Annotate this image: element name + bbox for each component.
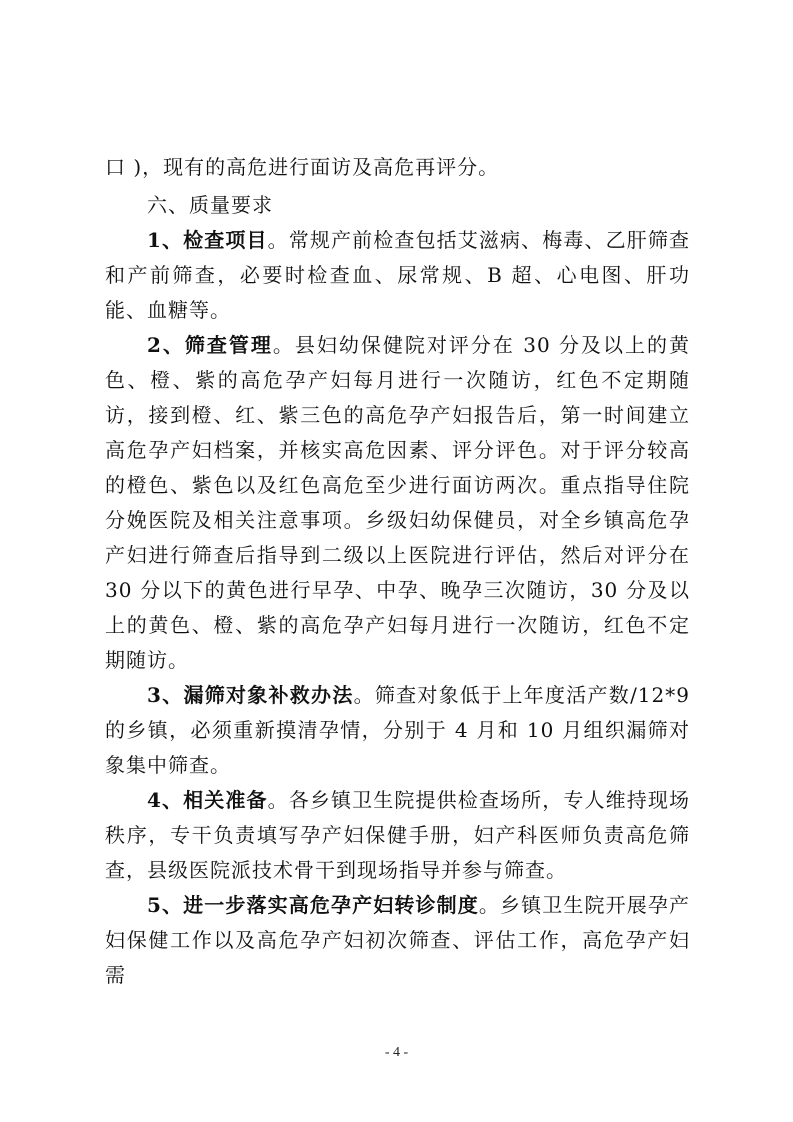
paragraph-lead: 4、相关准备 <box>147 788 268 812</box>
section-heading <box>105 188 690 223</box>
page-number: - 4 - <box>384 1045 409 1060</box>
paragraph-screening-management <box>105 328 690 678</box>
paragraph-missed-screening <box>105 678 690 783</box>
section-heading-text: 六、质量要求 <box>147 193 273 217</box>
paragraph-text: 。县妇幼保健院对评分在 30 分及以上的黄色、橙、紫的高危孕产妇每月进行一次随访，红色不定期随访，接到橙、红、紫三色的高危孕产妇报告后，第一时间建立高危孕产妇档案，并核实高危因素、评分评色。对于评分较高的橙色、紫色以及红色高危至少进行面访两次。重点指导住院分娩医院及相关注意事项。乡级妇幼保健员，对全乡镇高危孕产妇进行筛查后指导到二级以上医院进行评估，然后对评分在 30 分以下的黄色进行早孕、中孕、晚孕三次随访，30 分及以上的黄色、橙、紫的高危孕产妇每月进行一次随访，红色不定期随访。 <box>105 333 690 672</box>
paragraph-preparation <box>105 783 690 888</box>
paragraph-lead: 1、检查项目 <box>147 228 268 252</box>
paragraph-lead: 2、筛查管理 <box>147 333 273 357</box>
paragraph-text: 。常规产前检查包括艾滋病、梅毒、乙肝筛查和产前筛查，必要时检查血、尿常规、B 超、心电图、肝功能、血糖等。 <box>105 228 690 322</box>
paragraph-inspection-items <box>105 223 690 328</box>
paragraph-lead: 3、漏筛对象补救办法 <box>147 683 354 707</box>
paragraph-text: 。乡镇卫生院开展孕产妇保健工作以及高危孕产妇初次筛查、评估工作，高危孕产妇需 <box>105 893 690 987</box>
paragraph-text: 。筛查对象低于上年度活产数/12*9 的乡镇，必须重新摸清孕情，分别于 4 月和 10 月组织漏筛对象集中筛查。 <box>105 683 690 777</box>
paragraph-text: 口 )，现有的高危进行面访及高危再评分。 <box>105 155 500 179</box>
paragraph-text: 。各乡镇卫生院提供检查场所，专人维持现场秩序，专干负责填写孕产妇保健手册，妇产科医师负责高危筛查，县级医院派技术骨干到现场指导并参与筛查。 <box>105 788 690 882</box>
paragraph-lead: 5、进一步落实高危孕产妇转诊制度 <box>147 893 479 917</box>
paragraph-referral-system <box>105 888 690 993</box>
paragraph-continuation <box>105 150 690 185</box>
document-body <box>105 150 690 993</box>
